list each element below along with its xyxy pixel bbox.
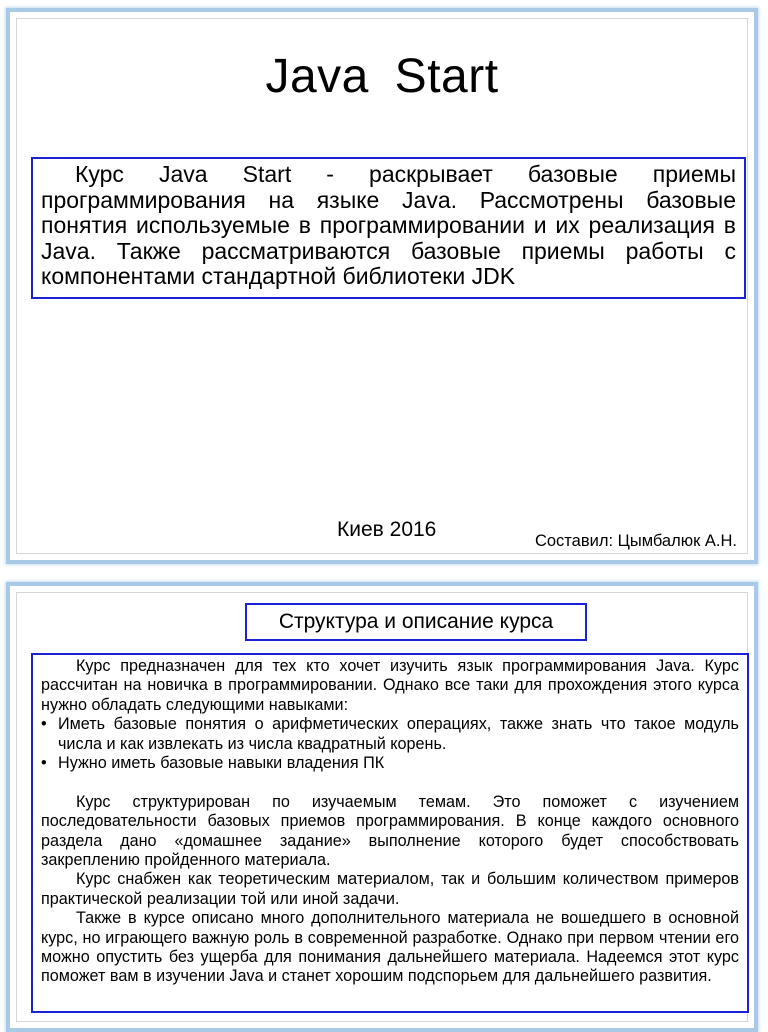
course-description-box bbox=[31, 653, 749, 1013]
section-title: Структура и описание курса bbox=[245, 603, 587, 641]
paragraph-spacer bbox=[41, 773, 739, 792]
city-year: Киев 2016 bbox=[337, 518, 437, 541]
list-item: • Иметь базовые понятия о арифметических операциях, также знать что такое модуль числа и как извлекать из числа квадратный корень. bbox=[41, 715, 739, 754]
document-title: Java Start bbox=[265, 50, 499, 103]
course-structure-content bbox=[16, 592, 748, 1022]
additional-material-paragraph: Также в курсе описано много дополнительного материала не вошедшего в основной курс, но играющего важную роль в современной разработке. Однако при первом чтении его можно опустить без ущерба для понимания дальнейшего материала. Надеемся этот курс поможет вам в изучении Java и станет хорошим подспорьем для дальнейшего развития. bbox=[41, 909, 739, 986]
materials-paragraph: Курс снабжен как теоретическим материалом, так и большим количеством примеров практической реализации той или иной задачи. bbox=[41, 870, 739, 908]
prerequisites-list bbox=[41, 715, 739, 773]
intro-paragraph: Курс предназначен для тех кто хочет изучить язык программирования Java. Курс рассчитан на новичка в программировании. Однако все таки для прохождения этого курса нужно обладать следующими навыками: bbox=[41, 657, 739, 714]
course-summary-box: Курс Java Start - раскрывает базовые приемы программирования на языке Java. Рассмотрены базовые понятия используемые в программировании и их реализация в Java. Также рассматриваются базовые приемы работы с компонентами стандартной библиотеки JDK bbox=[31, 157, 746, 299]
list-item: • Нужно иметь базовые навыки владения ПК bbox=[41, 754, 739, 773]
author-credit: Составил: Цымбалюк А.Н. bbox=[534, 532, 737, 550]
structure-paragraph: Курс структурирован по изучаемым темам. Это поможет с изучением последовательности базовых приемов программирования. В конце каждого основного раздела дано «домашнее задание» выполнение которого будет способствовать закреплению пройденного материала. bbox=[41, 792, 739, 870]
course-structure-slide bbox=[6, 582, 758, 1032]
title-slide-content bbox=[16, 18, 748, 554]
title-slide bbox=[6, 8, 758, 564]
